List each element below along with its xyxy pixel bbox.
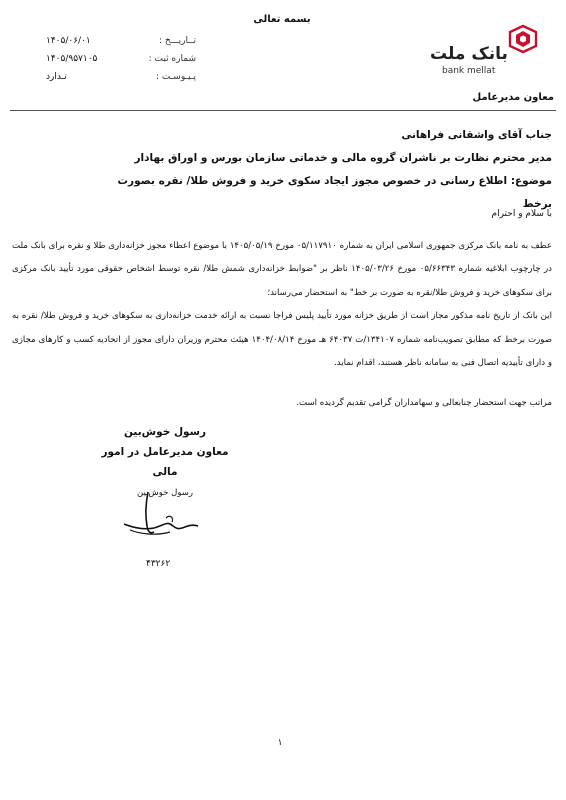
attachment-value: نـدارد bbox=[46, 72, 67, 82]
date-value: ۱۴۰۵/۰۶/۰۱ bbox=[46, 36, 91, 46]
handwritten-signature bbox=[110, 488, 210, 548]
registration-label: شماره ثبت : bbox=[148, 54, 196, 64]
sender-title: معاون مدیرعامل bbox=[472, 92, 554, 103]
reference-number: ۴۳۲۶۲ bbox=[146, 559, 171, 569]
salutation: با سلام و احترام bbox=[491, 209, 552, 219]
letter-body bbox=[12, 235, 552, 375]
header-divider bbox=[10, 110, 556, 111]
signatory-subname: رسول خوش‌بین bbox=[137, 488, 193, 498]
date-row bbox=[46, 32, 196, 50]
registration-row bbox=[46, 50, 196, 68]
letter-subject: موضوع: اطلاع رسانی در خصوص مجوز ایجاد سکوی خرید و فروش طلا/ نقره بصورت برخط bbox=[117, 175, 552, 210]
signatory-role: معاون مدیرعامل در امور مالی bbox=[101, 446, 229, 478]
bank-logo bbox=[430, 24, 542, 78]
body-paragraph-1: عطف به نامه بانک مرکزی جمهوری اسلامی ایران به شماره ۰۵/۱۱۷۹۱۰ مورخ ۱۴۰۵/۰۵/۱۹ با موضوع اعطاء مجوز خزانه‌داری طلا و نقره برای بانک ملت در چارچوب ابلاغیه شماره ۰۵/۶۶۳۴۳ مورخ ۱۴۰۵/۰۳/۲۶ ناظر بر "ضوابط خزانه‌داری شمش طلا/ نقره توسط اشخاص حقوقی مورد تأیید بانک مرکزی برای سکوهای خرید و فروش طلا/نقره به صورت بر خط" به استحضار می‌رساند؛ bbox=[12, 241, 552, 298]
bank-name-en: bank mellat bbox=[442, 66, 496, 76]
registration-value: ۱۴۰۵/۹۵۷۱۰۵ bbox=[46, 54, 98, 64]
recipient-block bbox=[112, 124, 552, 216]
page-number: ۱ bbox=[277, 738, 283, 748]
closing-line: مراتب جهت استحضار جنابعالی و سهامداران گرامی تقدیم گردیده است. bbox=[296, 398, 552, 408]
recipient-position: مدیر محترم نظارت بر ناشران گروه مالی و خدماتی سازمان بورس و اوراق بهادار bbox=[134, 152, 552, 164]
body-paragraph-2: این بانک از تاریخ نامه مذکور مجاز است از طریق خزانه مورد تأیید پلیس فراجا نسبت به ارائه خدمت خزانه‌داری به سکوهای خرید و فروش طلا/ نقره به صورت برخط که مطابق تصویب‌نامه شماره ۱۳۴۱۰۷/ت ۶۴۰۳۷ هـ مورخ ۱۴۰۴/۰۸/۱۴ هیئت محترم وزیران دارای مجوز از اتحادیه کسب و کارهای مجازی و دارای تأییدیه اتصال فنی به سامانه ناظر هستند، اقدام نماید. bbox=[12, 311, 552, 369]
bank-name-fa: بانک ملت bbox=[430, 44, 508, 64]
letter-meta bbox=[46, 32, 196, 86]
date-label: تــاریـــخ : bbox=[159, 36, 196, 46]
basmala-heading: بسمه تعالی bbox=[253, 14, 311, 25]
signatory-name: رسول خوش‌بین bbox=[123, 426, 207, 438]
recipient-name: جناب آقای واشقانی فراهانی bbox=[401, 129, 552, 141]
attachment-row bbox=[46, 68, 196, 86]
attachment-label: پـیـوسـت : bbox=[155, 72, 196, 82]
bank-mellat-emblem-icon bbox=[506, 24, 540, 54]
